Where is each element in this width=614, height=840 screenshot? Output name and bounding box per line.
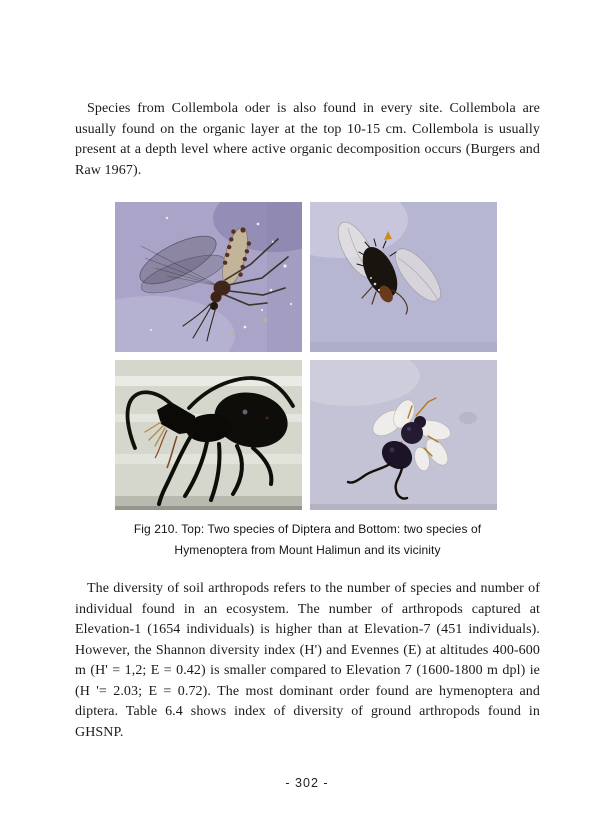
figure-caption [75,519,540,561]
diptera-1-photo-art [115,202,302,352]
paragraph-collembola: Species from Collembola oder is also found in every site. Collembola are usually found on the organic layer at the top 10-15 cm. Collembola is usually present at a depth level where active organic decomposition occurs (Burgers and Raw 1967). [75,101,540,178]
photo-diptera-1 [115,202,302,352]
photo-hymenoptera-1 [115,360,302,510]
paragraph-diversity: The diversity of soil arthropods refers to the number of species and number of individual found in an ecosystem. The number of arthropods captured at Elevation-1 (1654 individuals) is higher than at Elevation-7 (451 individuals). However, the Shannon diversity index (H') and Evennes (E) at altitudes 400-600 m (H' = 1,2; E = 0.42) is smaller compared to Elevation 7 (1600-1800 m dpl) ie (H '= 2.03; E = 0.72). The most dominant order found are hymenoptera and diptera. Table 6.4 shows index of diversity of ground arthropods found in GHSNP. [75,581,540,740]
figure-210 [75,202,540,561]
hymenoptera-1-photo-art [115,360,302,510]
figure-caption-line1: Fig 210. Top: Two species of Diptera and Bottom: two species of [133,522,482,536]
diptera-2-photo-art [310,202,497,352]
photo-hymenoptera-2 [310,360,497,510]
figure-caption-line2: Hymenoptera from Mount Halimun and its vicinity [174,543,441,557]
hymenoptera-2-photo-art [310,360,497,510]
photo-diptera-2 [310,202,497,352]
page-number: - 302 - [285,776,329,790]
photo-grid [115,202,497,510]
